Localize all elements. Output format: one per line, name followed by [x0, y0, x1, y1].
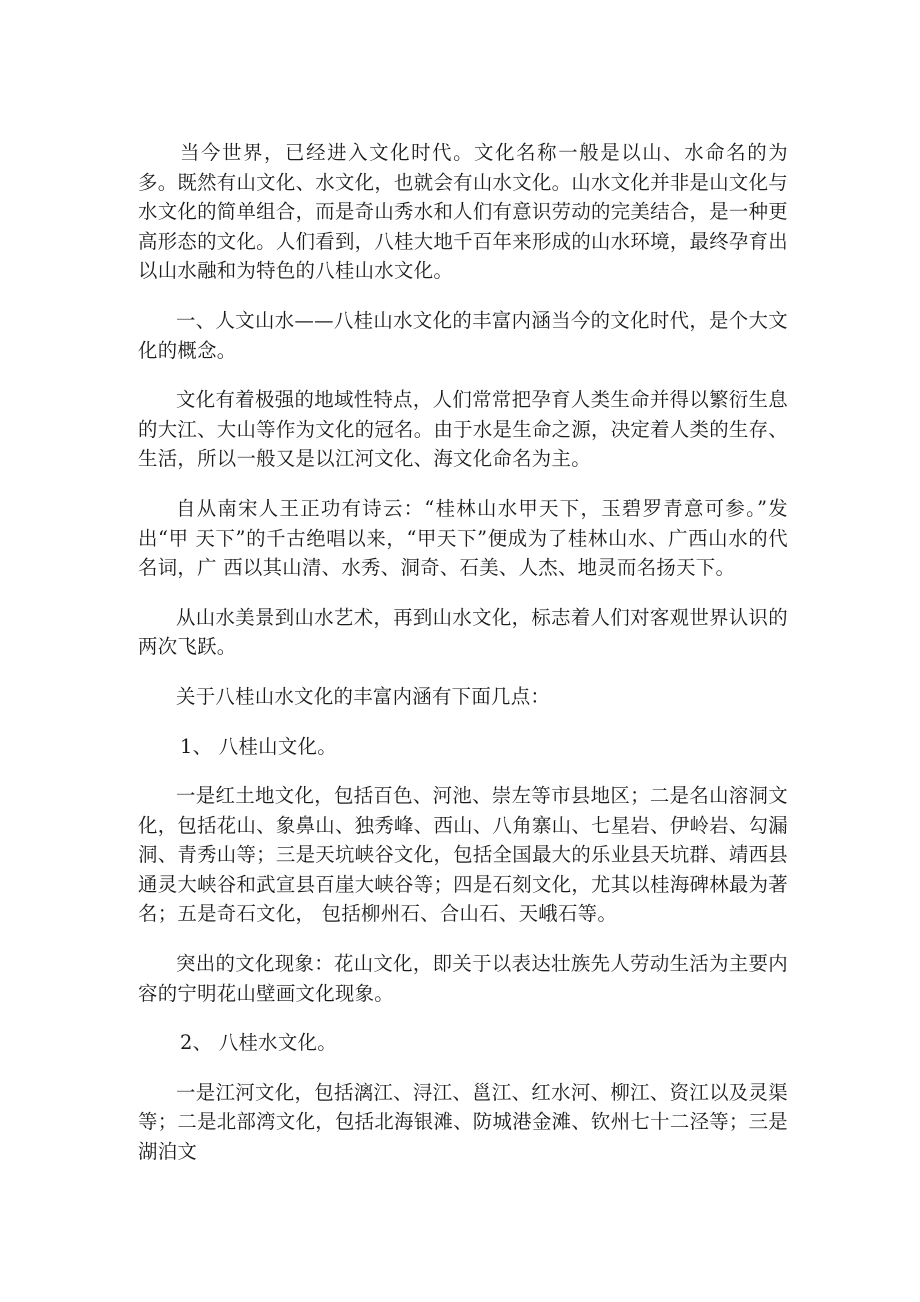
mountain-culture-heading: 1、 八桂山文化。 [180, 734, 337, 758]
regional-culture-paragraph: 文化有着极强的地域性特点，人们常常把孕育人类生命并得以繁衍生息的大江、大山等作为文化的冠名。由于水是生命之源，决定着人类的生存、生活，所以一般又是以江河文化、海文化命名为主。 [138, 388, 788, 471]
intro-paragraph: 当今世界，已经进入文化时代。文化名称一般是以山、水命名的为多。既然有山文化、水文化，也就会有山水文化。山水文化并非是山文化与水文化的简单组合，而是奇山秀水和人们有意识劳动的完美结合，是一种更高形态的文化。人们看到，八桂大地千百年来形成的山水环境，最终孕育出以山水融和为特色的八桂山水文化。 [138, 141, 788, 283]
poem-paragraph: 自从南宋人王正功有诗云：“桂林山水甲天下，玉碧罗青意可参。”发出“甲 天下”的千古绝唱以来，“甲天下”便成为了桂林山水、广西山水的代名词，广 西以其山清、水秀、洞奇、石美、人杰、地灵而名扬天下。 [138, 496, 788, 580]
document-page [138, 138, 788, 1167]
leap-paragraph: 从山水美景到山水艺术，再到山水文化，标志着人们对客观世界认识的两次飞跃。 [138, 605, 788, 659]
mountain-culture-paragraph: 一是红土地文化，包括百色、河池、崇左等市县地区；二是名山溶洞文化，包括花山、象鼻山、独秀峰、西山、八角寨山、七星岩、伊岭岩、勾漏洞、青秀山等；三是天坑峡谷文化，包括全国最大的乐业县天坑群、靖西县通灵大峡谷和武宣县百崖大峡谷等；四是石刻文化，尤其以桂海碑林最为著名；五是奇石文化， 包括柳州石、合山石、天峨石等。 [138, 784, 788, 926]
points-intro: 关于八桂山水文化的丰富内涵有下面几点： [176, 684, 551, 708]
water-culture-heading: 2、 八桂水文化。 [180, 1031, 337, 1055]
water-culture-paragraph: 一是江河文化，包括漓江、浔江、邕江、红水河、柳江、资江以及灵渠等；二是北部湾文化，包括北海银滩、防城港金滩、钦州七十二泾等；三是湖泊文 [138, 1080, 788, 1164]
section-one-heading: 一、人文山水——八桂山水文化的丰富内涵当今的文化时代，是个大文化的概念。 [138, 308, 788, 362]
huashan-paragraph: 突出的文化现象：花山文化，即关于以表达壮族先人劳动生活为主要内容的宁明花山壁画文化现象。 [138, 952, 788, 1005]
